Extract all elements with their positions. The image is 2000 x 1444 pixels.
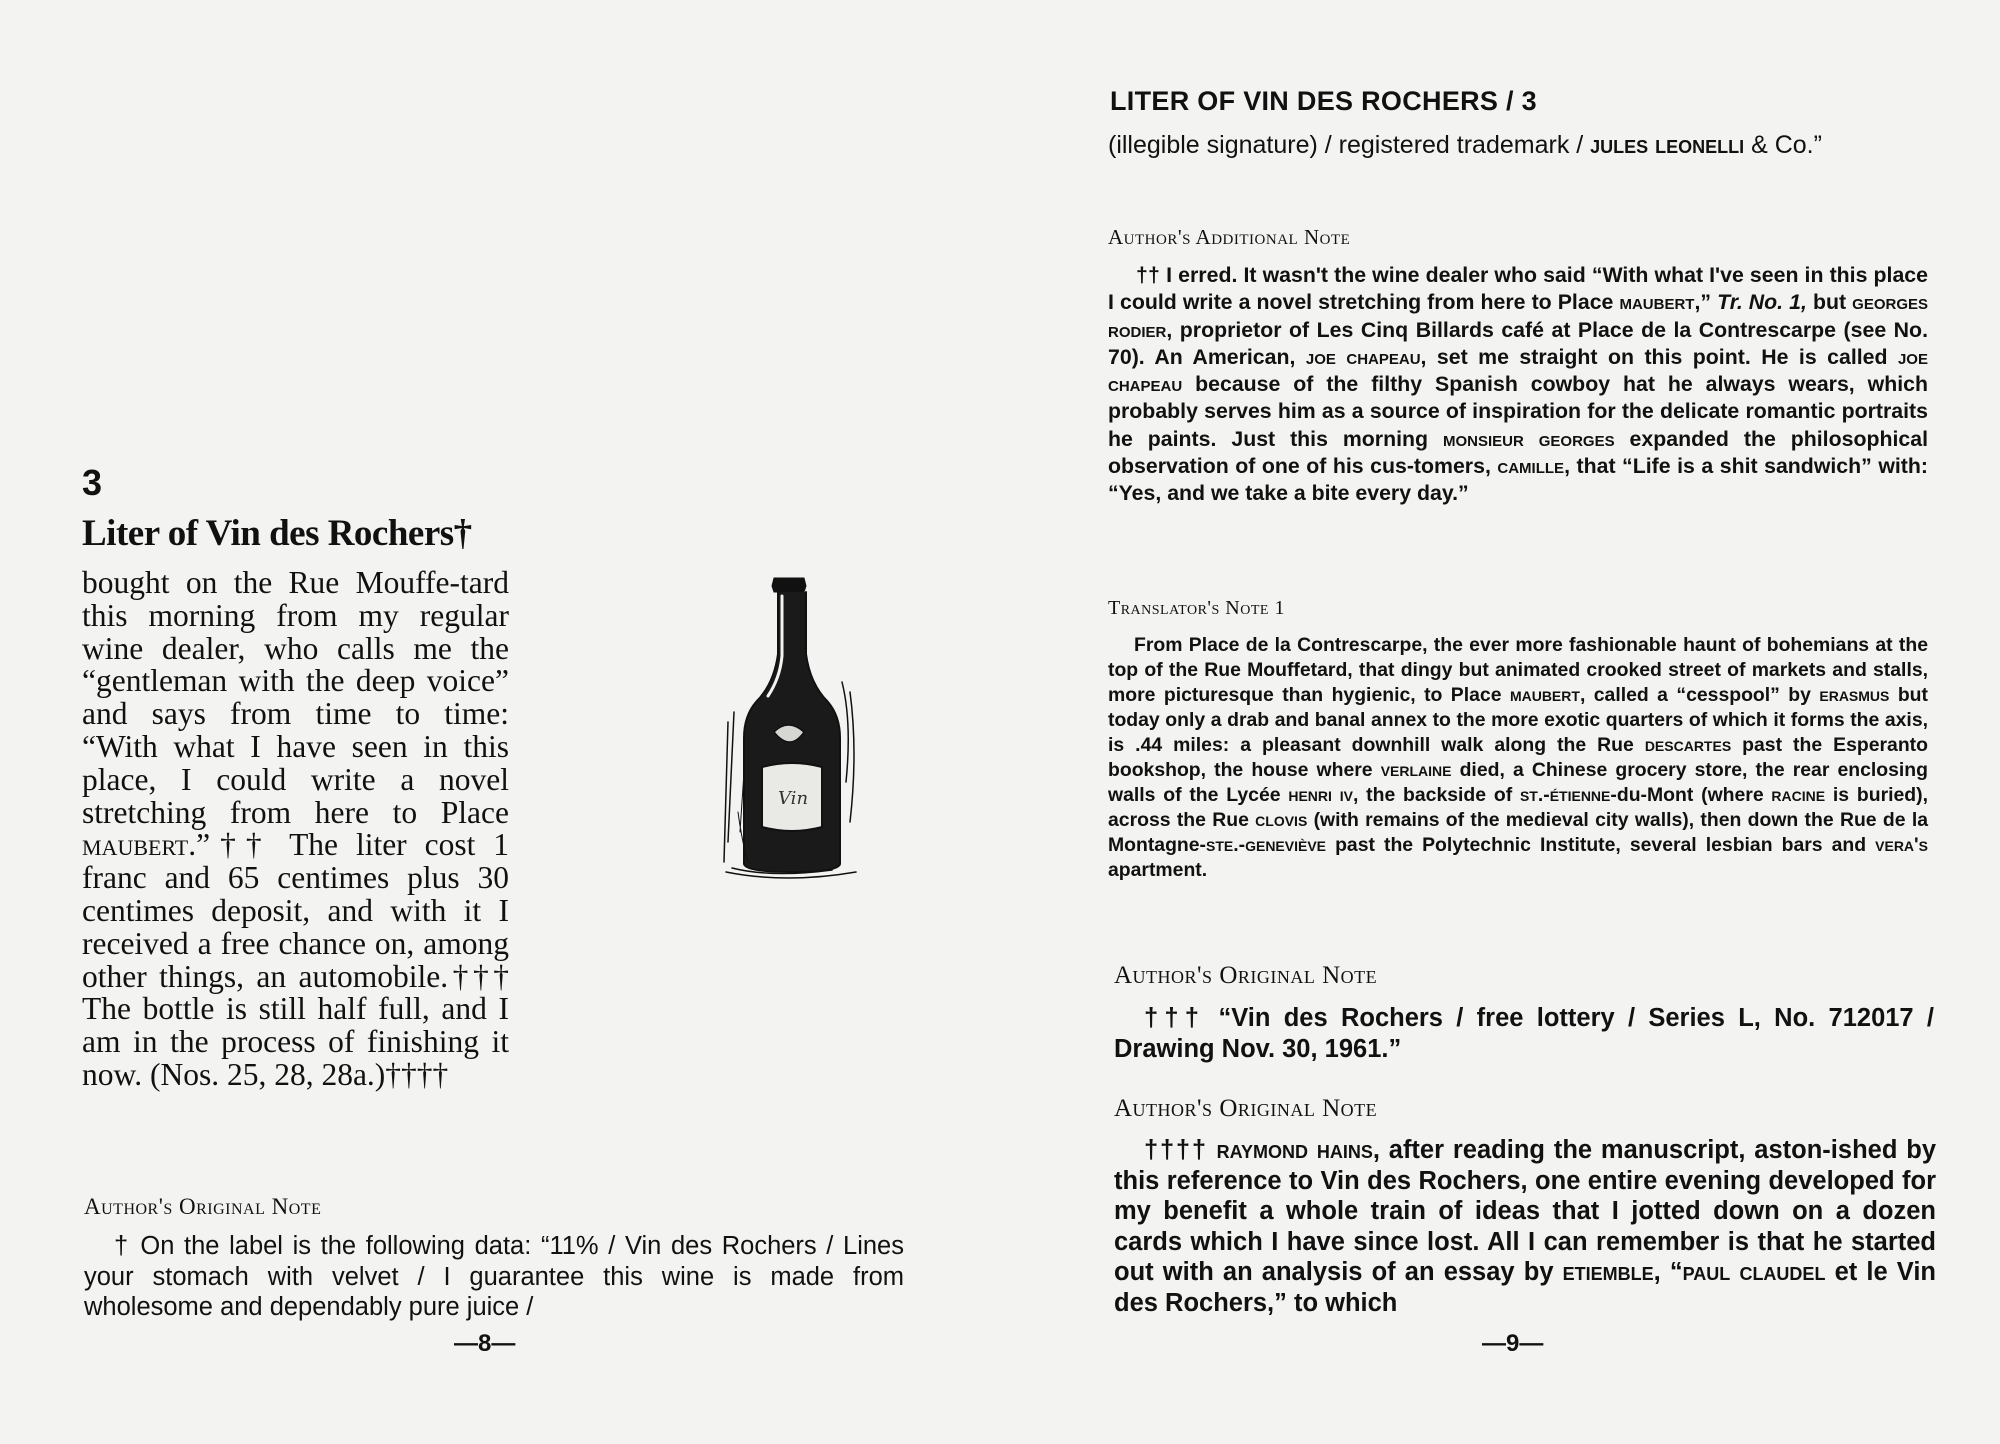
text: , called a “cesspool” by bbox=[1579, 684, 1820, 706]
text: -du-Mont (where bbox=[1610, 784, 1772, 806]
smallcaps-text: verlaine bbox=[1380, 759, 1452, 781]
text: & Co.” bbox=[1744, 131, 1822, 159]
translator-note-body bbox=[1108, 633, 1928, 883]
text: , that “Life is a shit sandwich” with: “Yes, and we take a bite every day.” bbox=[1108, 454, 1928, 506]
bottle-label-text: Vin bbox=[778, 788, 809, 809]
text: et le Vin des Rochers,” to which bbox=[1114, 1258, 1936, 1317]
text: past the Esperanto bookshop, the house where bbox=[1108, 734, 1928, 781]
text: (illegible signature) / registered trademark / bbox=[1108, 131, 1591, 159]
original-note-heading-2: Author's Original Note bbox=[1114, 1095, 1378, 1122]
entry-body-smallcaps: maubert bbox=[82, 827, 189, 863]
wine-bottle-icon bbox=[722, 572, 864, 880]
entry-number: 3 bbox=[82, 462, 103, 503]
running-head: LITER OF VIN DES ROCHERS / 3 bbox=[1110, 86, 1537, 116]
text: (with remains of the medieval city walls), then down the Rue de la Montagne- bbox=[1108, 809, 1928, 856]
text: but today only a drab and banal annex to the more exotic quarters of which it forms the axis, is .44 miles: a pleasant downhill walk along the Rue bbox=[1108, 684, 1928, 756]
smallcaps-text: ste.-geneviève bbox=[1206, 834, 1327, 856]
text: , after reading the manuscript, aston-ished by this reference to Vin des Rochers, one entire evening developed for my benefit a whole train of ideas that I jotted down on a dozen cards which I have since lost. All I can remember is that he started out with an analysis of an essay by bbox=[1114, 1136, 1937, 1286]
note-continuation bbox=[1108, 130, 1928, 160]
text: died, a Chinese grocery store, the rear enclosing walls of the Lycée bbox=[1108, 759, 1928, 806]
text: but bbox=[1806, 290, 1853, 315]
left-note-heading: Author's Original Note bbox=[84, 1194, 322, 1219]
smallcaps-text: st.-étienne bbox=[1519, 784, 1611, 806]
smallcaps-text: etiemble bbox=[1562, 1258, 1654, 1286]
text: , proprietor of Les Cinq Billards café at Place de la Contrescarpe (see No. 70). An American, bbox=[1108, 317, 1928, 369]
entry-body bbox=[82, 567, 509, 1092]
text: †††† bbox=[1144, 1136, 1217, 1164]
text: From Place de la Contrescarpe, the ever more fashionable haunt of bohemians at the top of the Rue Mouffetard, that dingy but animated crooked street of markets and stalls, more picturesque than hygienic, to Place bbox=[1108, 634, 1928, 706]
translator-note-heading: Translator's Note 1 bbox=[1108, 597, 1285, 619]
smallcaps-text: camille bbox=[1497, 454, 1565, 479]
right-page bbox=[1000, 0, 2000, 1444]
smallcaps-text: joe chapeau bbox=[1305, 344, 1421, 369]
smallcaps-text: joe chapeau bbox=[1108, 344, 1928, 397]
entry-title: Liter of Vin des Rochers† bbox=[82, 513, 472, 554]
text: , “ bbox=[1653, 1258, 1683, 1286]
original-note-body-2 bbox=[1114, 1135, 1936, 1318]
page-number-right: —9— bbox=[1482, 1330, 1544, 1357]
smallcaps-text: erasmus bbox=[1819, 684, 1890, 706]
smallcaps-text: vera's bbox=[1875, 834, 1928, 856]
smallcaps-text: maubert bbox=[1619, 290, 1695, 315]
text: ,” bbox=[1694, 290, 1718, 315]
entry-body-text: bought on the Rue Mouffe-tard this morning from my regular wine dealer, who calls me the “gentleman with the deep voice” and says from time to time: “With what I have seen in this place, I could write a novel stretching from here to Place bbox=[82, 565, 509, 830]
original-note-heading: Author's Original Note bbox=[1114, 962, 1378, 989]
text: apartment. bbox=[1108, 859, 1208, 881]
smallcaps-text: paul claudel bbox=[1682, 1258, 1826, 1286]
left-note-body: † On the label is the following data: “11% / Vin des Rochers / Lines your stomach with velvet / I guarantee this wine is made from wholesome and dependably pure juice / bbox=[84, 1232, 904, 1321]
smallcaps-text: maubert bbox=[1509, 684, 1580, 706]
original-note-body: ††† “Vin des Rochers / free lottery / Series L, No. 712017 / Drawing Nov. 30, 1961.” bbox=[1114, 1004, 1934, 1063]
entry-body-text: .”†† The liter cost 1 franc and 65 centimes plus 30 centimes deposit, and with it I received a free chance on, among other things, an automobile.††† The bottle is still half full, and I am in the process of finishing it now. (Nos. 25, 28, 28a.)†††† bbox=[82, 827, 509, 1092]
smallcaps-text: georges rodier bbox=[1108, 290, 1929, 342]
text: , the backside of bbox=[1352, 784, 1520, 806]
text: past the Polytechnic Institute, several lesbian bars and bbox=[1326, 834, 1876, 856]
smallcaps-text: jules leonelli bbox=[1590, 131, 1745, 159]
text: , set me straight on this point. He is called bbox=[1420, 344, 1898, 369]
text: expanded the philosophical observation of one of his cus-tomers, bbox=[1108, 426, 1928, 479]
smallcaps-text: raymond hains bbox=[1216, 1136, 1373, 1164]
additional-note-body bbox=[1108, 262, 1928, 508]
smallcaps-text: monsieur georges bbox=[1442, 426, 1615, 451]
italic-text: Tr. No. 1, bbox=[1717, 290, 1807, 315]
text: because of the filthy Spanish cowboy hat he always wears, which probably serves him as a source of inspiration for the delicate romantic portraits he paints. Just this morning bbox=[1108, 372, 1928, 451]
additional-note-heading: Author's Additional Note bbox=[1108, 225, 1351, 249]
smallcaps-text: clovis bbox=[1255, 809, 1308, 831]
text: is buried), across the Rue bbox=[1108, 784, 1928, 831]
smallcaps-text: racine bbox=[1771, 784, 1826, 806]
smallcaps-text: henri iv bbox=[1288, 784, 1353, 806]
page-number-left: —8— bbox=[454, 1330, 516, 1357]
smallcaps-text: descartes bbox=[1644, 734, 1732, 756]
text: †† I erred. It wasn't the wine dealer who said “With what I've seen in this place I could write a novel stretching from here to Place bbox=[1108, 263, 1928, 315]
